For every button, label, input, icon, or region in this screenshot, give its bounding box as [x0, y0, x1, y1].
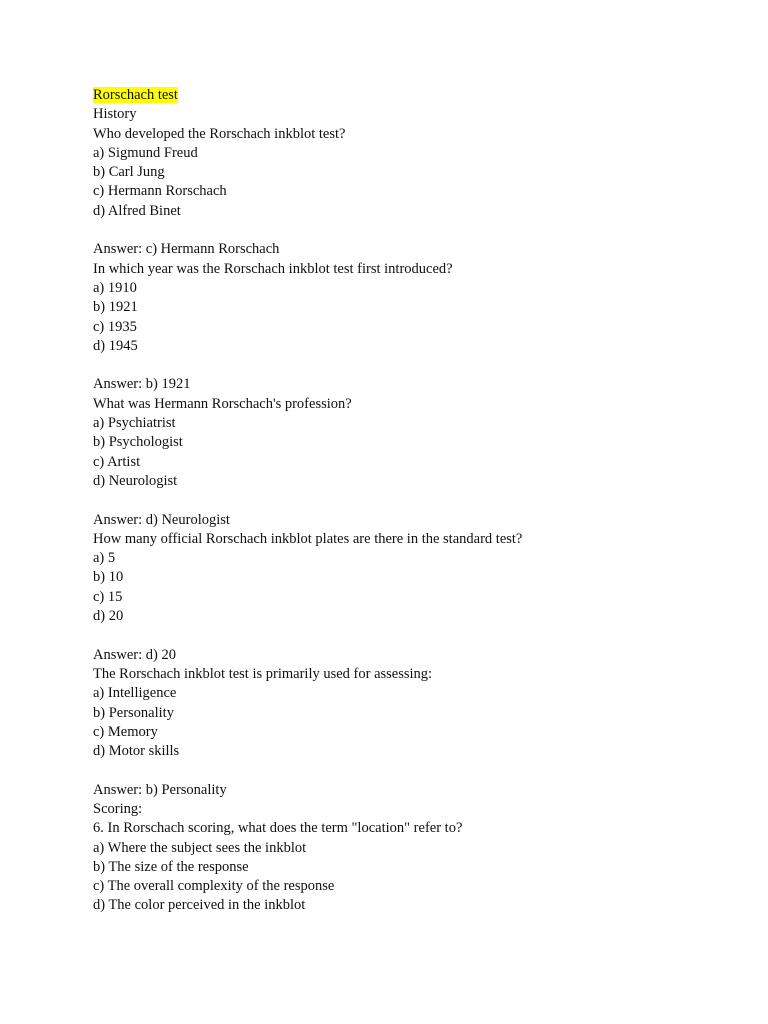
text-line: Answer: c) Hermann Rorschach [93, 241, 280, 258]
text-line: Answer: d) Neurologist [93, 511, 230, 528]
text-line: d) The color perceived in the inkblot [93, 897, 306, 914]
text-line: How many official Rorschach inkblot plates are there in the standard test? [93, 530, 523, 547]
blank-line [93, 221, 733, 240]
text-line: b) The size of the response [93, 858, 249, 875]
text-line: d) Motor skills [93, 743, 180, 760]
text-line: c) 1935 [93, 318, 137, 335]
blank-line [93, 356, 733, 375]
text-line: In which year was the Rorschach inkblot test first introduced? [93, 260, 453, 277]
text-line: a) Psychiatrist [93, 415, 176, 432]
text-line: c) Memory [93, 723, 158, 740]
text-line: a) Intelligence [93, 685, 177, 702]
text-line: Answer: d) 20 [93, 646, 176, 663]
text-line: b) Personality [93, 704, 174, 721]
text-line: d) 1945 [93, 337, 138, 354]
text-line: What was Hermann Rorschach's profession? [93, 395, 352, 412]
text-line: The Rorschach inkblot test is primarily used for assessing: [93, 665, 433, 682]
text-line: c) Artist [93, 453, 141, 470]
blank-line [93, 491, 733, 510]
text-line: c) 15 [93, 588, 123, 605]
text-line: d) 20 [93, 608, 124, 625]
text-line: c) Hermann Rorschach [93, 183, 227, 200]
text-line: c) The overall complexity of the response [93, 878, 335, 895]
text-line: History [93, 106, 137, 123]
text-line: a) 1910 [93, 279, 137, 296]
text-line: b) 1921 [93, 299, 138, 316]
document-title: Rorschach test [93, 87, 178, 103]
document-body [93, 86, 733, 916]
blank-line [93, 626, 733, 645]
text-line: 6. In Rorschach scoring, what does the term "location" refer to? [93, 820, 463, 837]
title-line [93, 86, 733, 105]
blank-line [93, 761, 733, 780]
text-line: a) Where the subject sees the inkblot [93, 839, 307, 856]
question-blocks [93, 105, 733, 915]
text-line: b) Carl Jung [93, 164, 165, 181]
text-line: Answer: b) 1921 [93, 376, 191, 393]
text-line: b) Psychologist [93, 434, 183, 451]
text-line: d) Alfred Binet [93, 202, 181, 219]
text-line: Answer: b) Personality [93, 781, 227, 798]
text-line: Who developed the Rorschach inkblot test? [93, 125, 346, 142]
text-line: d) Neurologist [93, 472, 178, 489]
text-line: a) Sigmund Freud [93, 144, 198, 161]
text-line: Scoring: [93, 800, 143, 817]
text-line: b) 10 [93, 569, 124, 586]
text-line: a) 5 [93, 550, 116, 567]
